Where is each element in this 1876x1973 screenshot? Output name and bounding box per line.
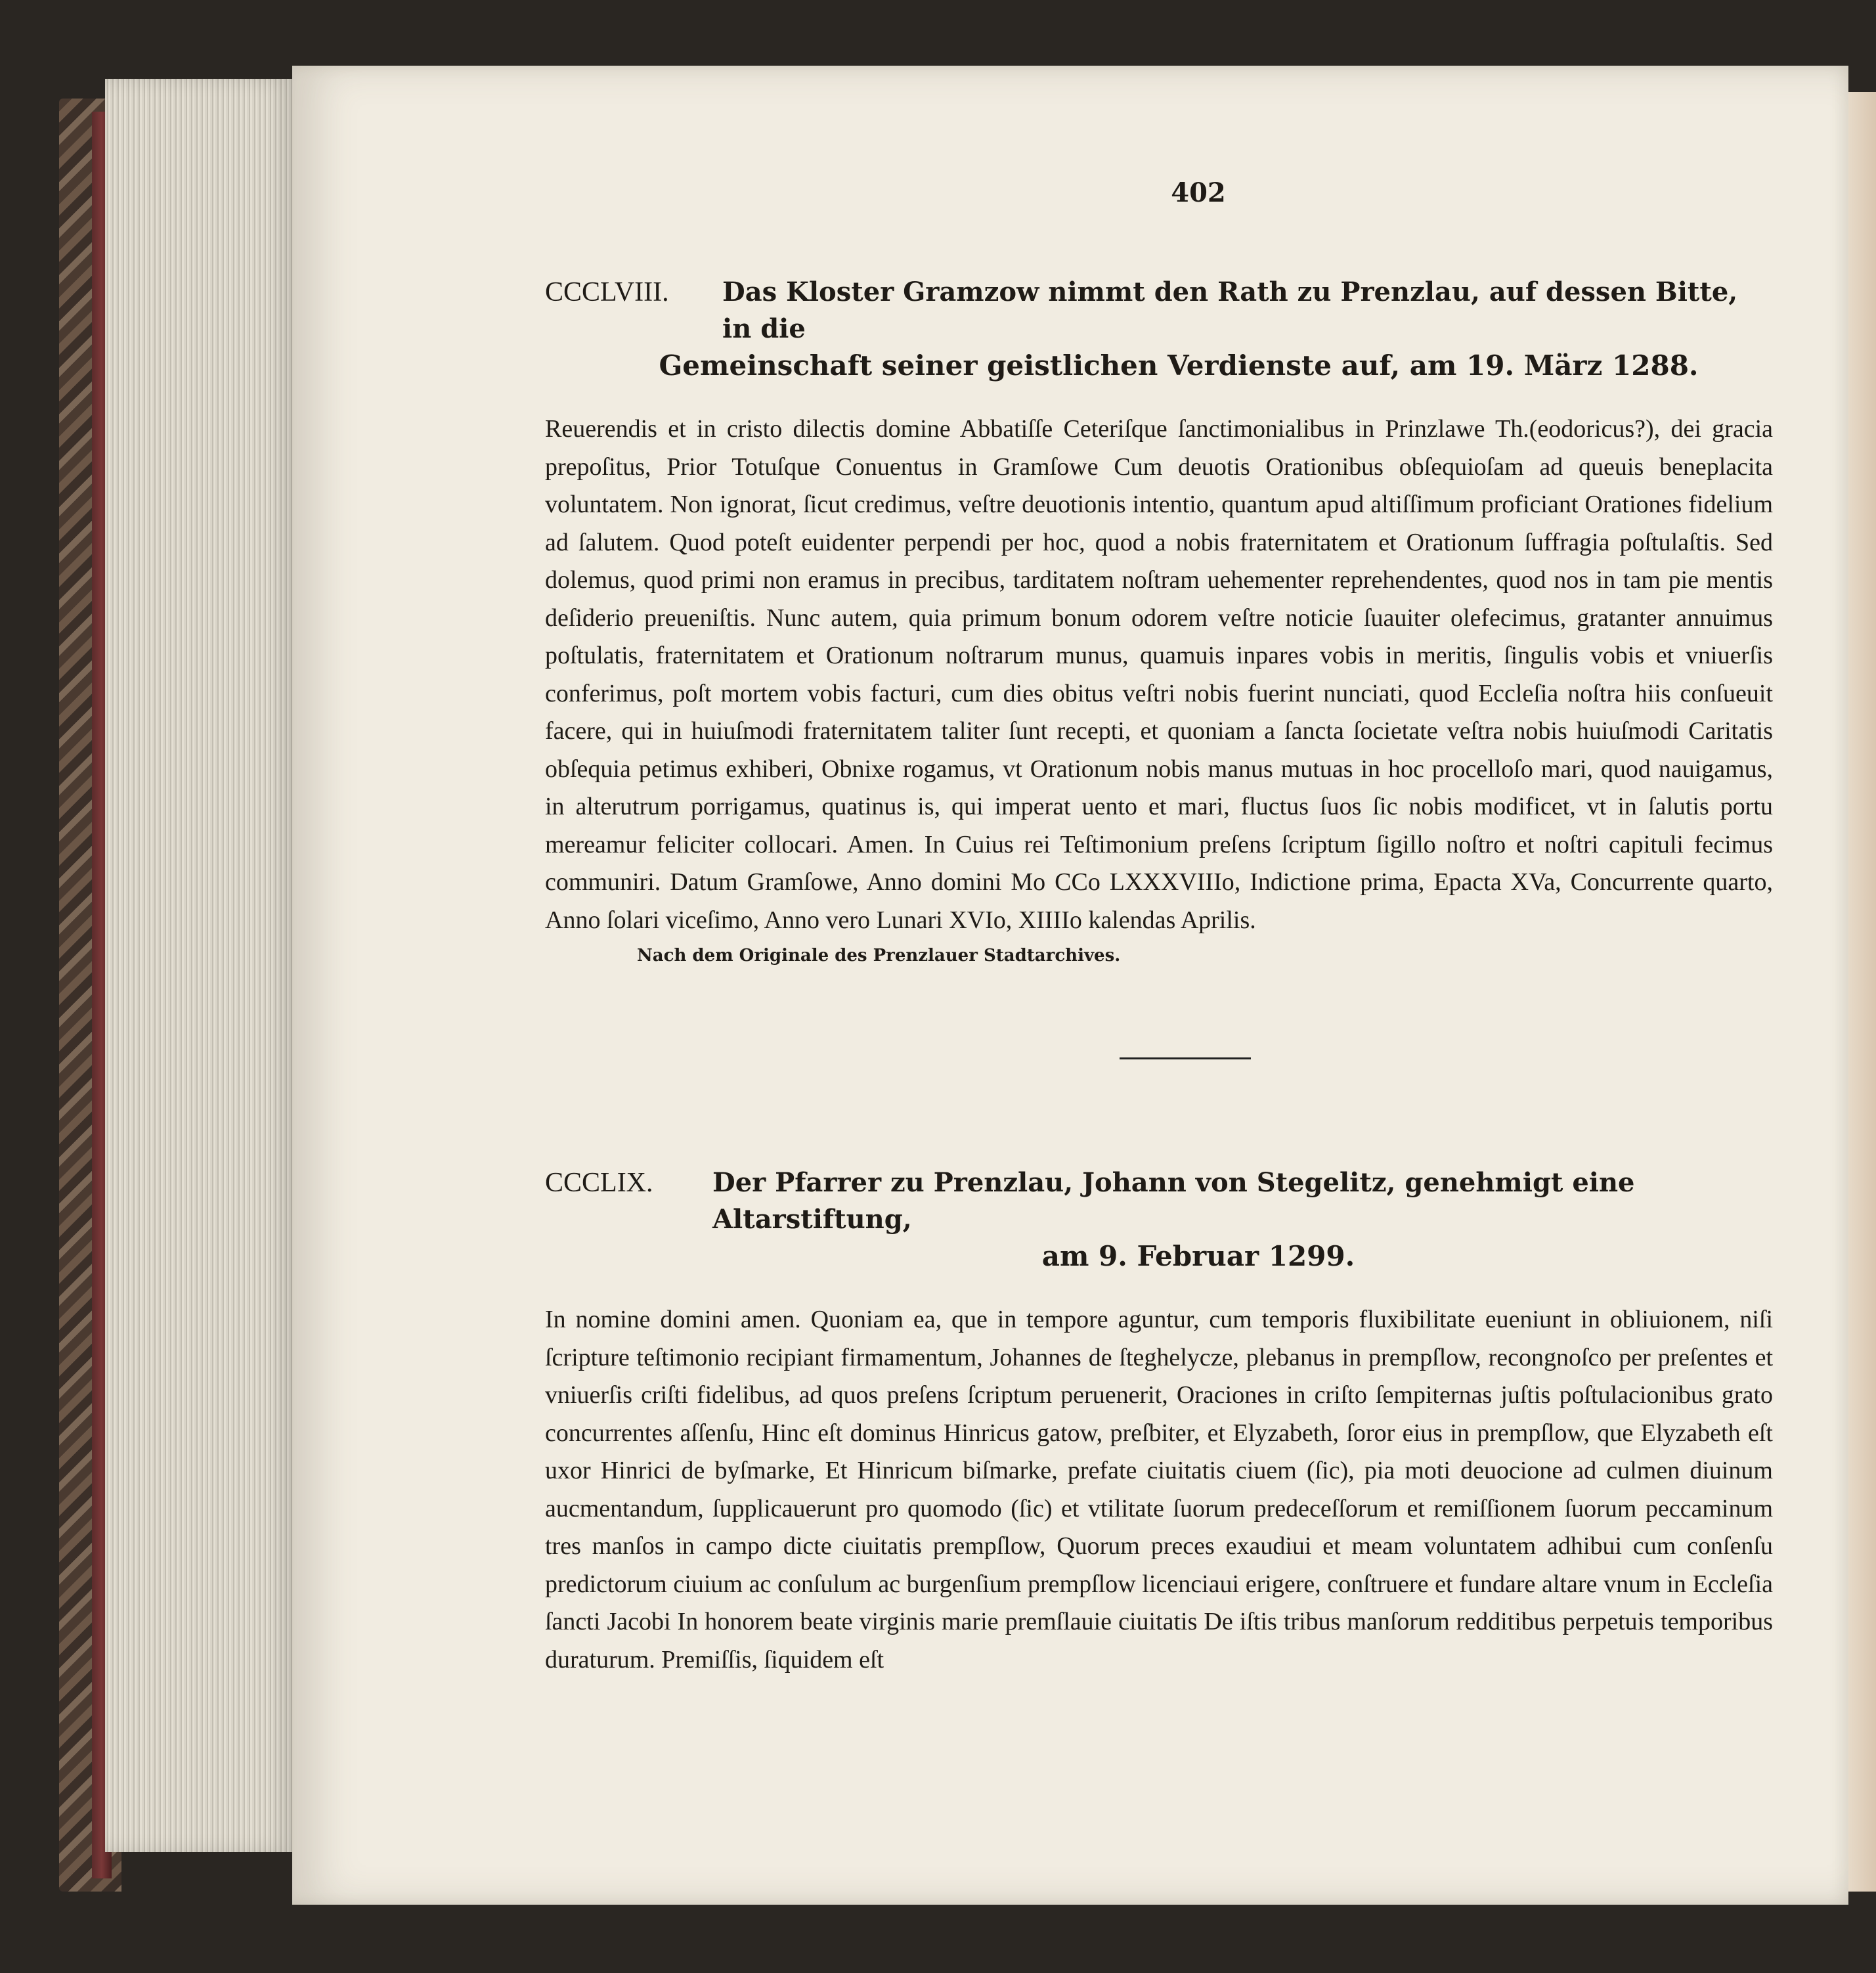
document-number-1: CCCLVIII. — [545, 277, 669, 307]
document-body-2: In nomine domini amen. Quoniam ea, que in tempore aguntur, cum temporis fluxibilitate eueniunt in obliuionem, niſi ſcripture teſtimonio recipiant firmamentum, Johannes de ſteghelycze, plebanus in prempſlow, recongnoſco per preſentes et vniuerſis criſti fidelibus, ad quos preſens ſcriptum peruenerit, Oraciones in criſto ſempiternas juſtis poſtulacionibus grato concurrentes aſſenſu, Hinc eſt dominus Hinricus gatow, preſbiter, et Elyzabeth, ſoror eius in prempſlow, que Elyzabeth eſt uxor Hinrici de byſmarke, Et Hinricum biſmarke, prefate ciuitatis ciuem (ſic), pia moti deuocione ad culmen diuinum aucmentandum, ſupplicauerunt pro quomodo (ſic) et vtilitate ſuorum predeceſſorum et remiſſionem ſuorum peccaminum tres manſos in campo dicte ciuitatis prempſlow, Quorum preces exaudiui et meam voluntatem adhibui cum conſenſu predictorum ciuium ac conſulum ac burgenſium prempſlow licenciaui erigere, conſtruere et fundare altare vnum in Eccleſia ſancti Jacobi In honorem beate virginis marie premſlauie ciuitatis De iſtis tribus manſorum redditibus perpetuis temporibus duraturum. Premiſſis, ſiquidem eſt — [545, 1306, 1773, 1674]
document-title-1-line-2: Gemeinschaft seiner geistlichen Verdienste auf, am 19. März 1288. — [659, 349, 1699, 382]
source-note-1: Nach dem Originale des Prenzlauer Stadtarchives. — [637, 946, 1121, 965]
facing-page-edge — [1845, 92, 1876, 1892]
document-number-2: CCCLIX. — [545, 1168, 653, 1198]
document-title-1-line-1: Das Kloster Gramzow nimmt den Rath zu Prenzlau, auf dessen Bitte, in die — [722, 277, 1738, 344]
section-divider — [1120, 1057, 1251, 1059]
page-content — [545, 177, 1773, 1679]
document-heading-1 — [545, 274, 1773, 384]
document-body-1: Reuerendis et in cristo dilectis domine Abbatiſſe Ceteriſque ſanctimonialibus in Prinzlawe Th.(eodoricus?), dei gracia prepoſitus, Prior Totuſque Conuentus in Gramſowe Cum deuotis Orationibus obſequioſam ad queuis beneplacita voluntatem. Non ignorat, ſicut credimus, veſtre deuotionis intentio, quantum apud altiſſimum proficiant Orationes fidelium ad ſalutem. Quod poteſt euidenter perpendi per hoc, quod a nobis fraternitatem et Orationum ſuffragia poſtulaſtis. Sed dolemus, quod primi non eramus in precibus, tarditatem noſtram uehementer reprehendentes, quod nos in tam pie mentis deſiderio preueniſtis. Nunc autem, quia primum bonum odorem veſtre noticie ſuauiter olefecimus, gratanter annuimus poſtulatis, fraternitatem et Orationum noſtrarum munus, quamuis inpares vobis in meritis, ſingulis vobis et vniuerſis conferimus, poſt mortem vobis facturi, cum dies obitus veſtri nobis fuerint nunciati, quod Eccleſia noſtra hiis conſueuit facere, qui in huiuſmodi fraternitatem taliter ſunt recepti, et quoniam a ſancta ſocietate veſtra nobis huiuſmodi Caritatis obſequia petimus exhiberi, Obnixe rogamus, vt Orationum nobis manus mutuas in hoc procelloſo mari, quod nauigamus, in alterutrum porrigamus, quatinus is, qui imperat uento et mari, fluctus ſuos ſic nobis modificet, vt in ſalutis portu mereamur feliciter collocari. Amen. In Cuius rei Teſtimonium preſens ſcriptum ſigillo noſtro et noſtri capituli fecimus communiri. Datum Gramſowe, Anno domini Mo CCo LXXXVIIIo, Indictione prima, Epacta XVa, Concurrente quarto, Anno ſolari viceſimo, Anno vero Lunari XVIo, XIIIIo kalendas Aprilis. — [545, 415, 1773, 934]
document-title-2-line-2: am 9. Februar 1299. — [1041, 1240, 1355, 1272]
book-page — [292, 66, 1848, 1905]
page-number: 402 — [1171, 177, 1226, 208]
document-title-2-line-1: Der Pfarrer zu Prenzlau, Johann von Stegelitz, genehmigt eine Altarstiftung, — [712, 1167, 1635, 1235]
page-stack-edges — [105, 79, 295, 1852]
document-heading-2 — [545, 1164, 1773, 1275]
